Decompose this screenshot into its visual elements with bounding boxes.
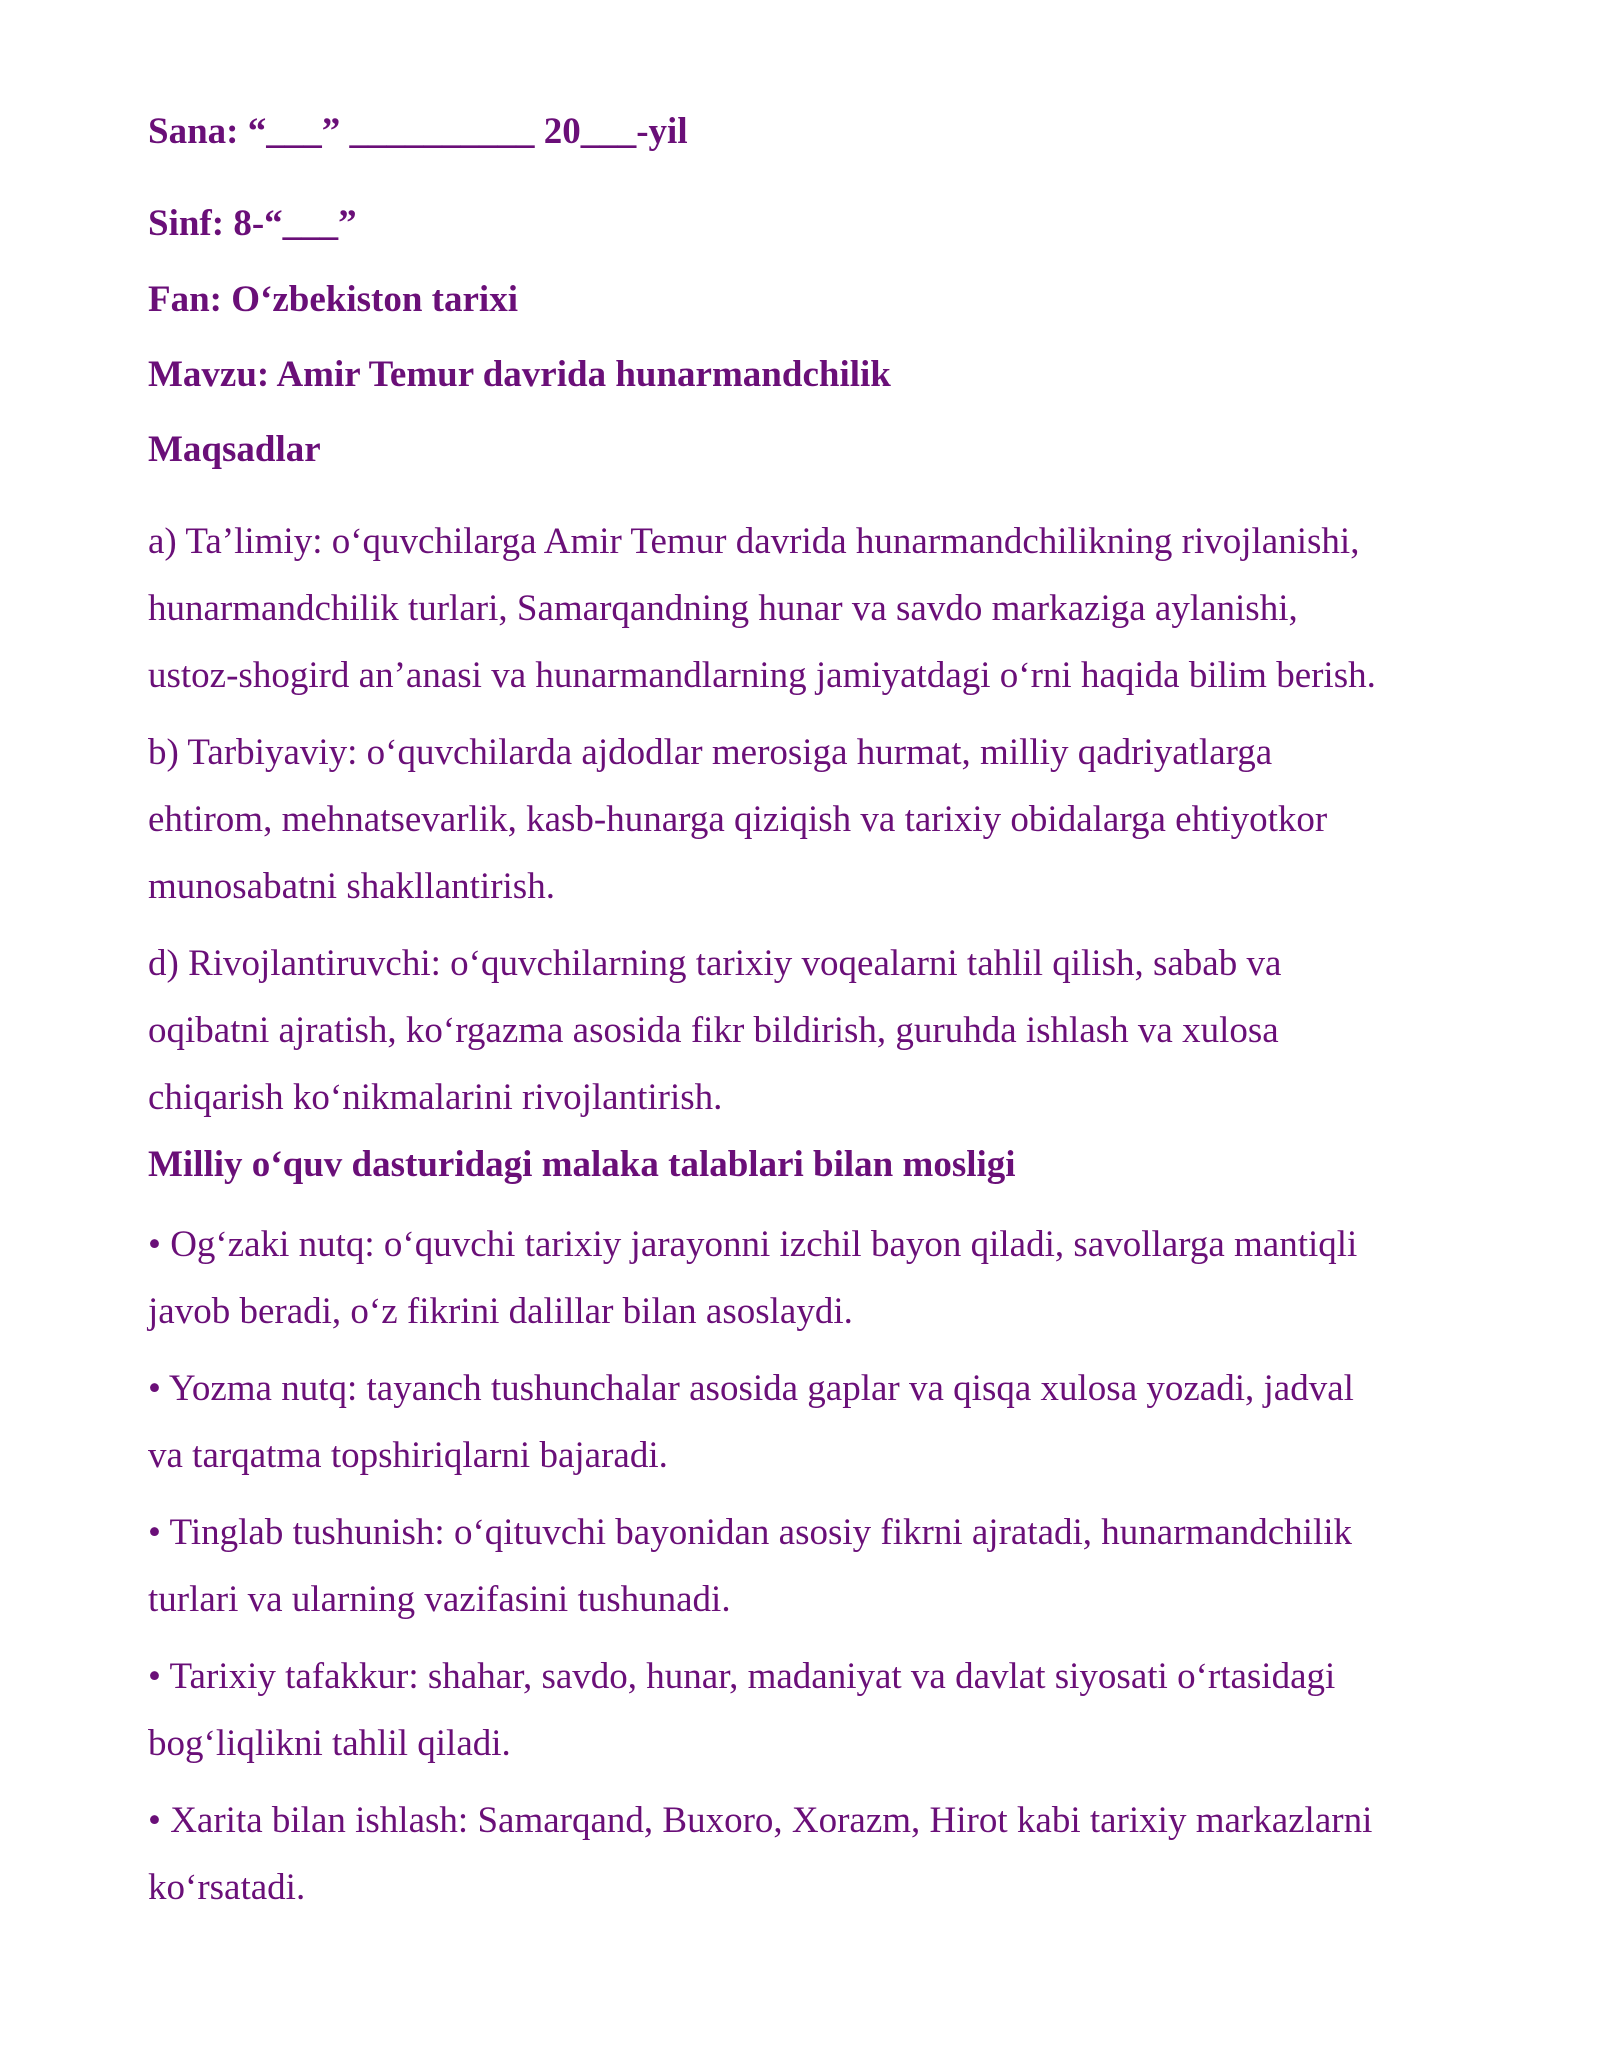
goal-educational-line: hunarmandchilik turlari, Samarqandning hunar va savdo markaziga aylanishi, xyxy=(148,588,1298,629)
lesson-plan-page xyxy=(148,110,1478,1931)
standard-written-speech xyxy=(148,1355,1478,1489)
goal-upbringing-line: ehtirom, mehnatsevarlik, kasb-hunarga qiziqish va tarixiy obidalarga ehtiyotkor xyxy=(148,799,1328,840)
goal-educational-line: a) Ta’limiy: o‘quvchilarga Amir Temur davrida hunarmandchilikning rivojlanishi, xyxy=(148,521,1360,562)
standard-line: • Tinglab tushunish: o‘qituvchi bayonidan asosiy fikrni ajratadi, hunarmandchilik xyxy=(148,1512,1352,1553)
standard-line: turlari va ularning vazifasini tushunadi. xyxy=(148,1579,731,1620)
goal-developmental-line: d) Rivojlantiruvchi: o‘quvchilarning tarixiy voqealarni tahlil qilish, sabab va xyxy=(148,943,1282,984)
goal-developmental xyxy=(148,930,1478,1131)
goal-developmental-line: chiqarish ko‘nikmalarini rivojlantirish. xyxy=(148,1077,723,1118)
goal-upbringing-line: munosabatni shakllantirish. xyxy=(148,866,555,907)
standard-line: • Og‘zaki nutq: o‘quvchi tarixiy jarayonni izchil bayon qiladi, savollarga mantiqli xyxy=(148,1224,1358,1265)
topic-line: Mavzu: Amir Temur davrida hunarmandchilik xyxy=(148,354,891,395)
standard-line: bog‘liqlikni tahlil qiladi. xyxy=(148,1723,511,1764)
goal-developmental-line: oqibatni ajratish, ko‘rgazma asosida fikr bildirish, guruhda ishlash va xulosa xyxy=(148,1010,1279,1051)
goal-educational xyxy=(148,508,1478,709)
standard-line: • Yozma nutq: tayanch tushunchalar asosida gaplar va qisqa xulosa yozadi, jadval xyxy=(148,1368,1354,1409)
goal-educational-line: ustoz-shogird an’anasi va hunarmandlarning jamiyatdagi o‘rni haqida bilim berish. xyxy=(148,655,1376,696)
standard-line: va tarqatma topshiriqlarni bajaradi. xyxy=(148,1435,668,1476)
standard-line: • Xarita bilan ishlash: Samarqand, Buxoro, Xorazm, Hirot kabi tarixiy markazlarni xyxy=(148,1800,1373,1841)
standard-historical-thinking xyxy=(148,1643,1478,1777)
standard-line: ko‘rsatadi. xyxy=(148,1867,306,1908)
standard-line: • Tarixiy tafakkur: shahar, savdo, hunar, madaniyat va davlat siyosati o‘rtasidagi xyxy=(148,1656,1336,1697)
goal-upbringing-line: b) Tarbiyaviy: o‘quvchilarda ajdodlar merosiga hurmat, milliy qadriyatlarga xyxy=(148,732,1273,773)
standard-listening xyxy=(148,1499,1478,1633)
goal-upbringing xyxy=(148,719,1478,920)
standards-heading: Milliy o‘quv dasturidagi malaka talablari bilan mosligi xyxy=(148,1144,1016,1185)
standard-line: javob beradi, o‘z fikrini dalillar bilan asoslaydi. xyxy=(148,1291,853,1332)
standard-oral-speech xyxy=(148,1211,1478,1345)
goals-heading: Maqsadlar xyxy=(148,429,321,470)
date-line: Sana: “___” __________ 20___-yil xyxy=(148,111,688,152)
class-line: Sinf: 8-“___” xyxy=(148,203,357,244)
subject-line: Fan: O‘zbekiston tarixi xyxy=(148,279,518,320)
standard-map-work xyxy=(148,1787,1478,1921)
